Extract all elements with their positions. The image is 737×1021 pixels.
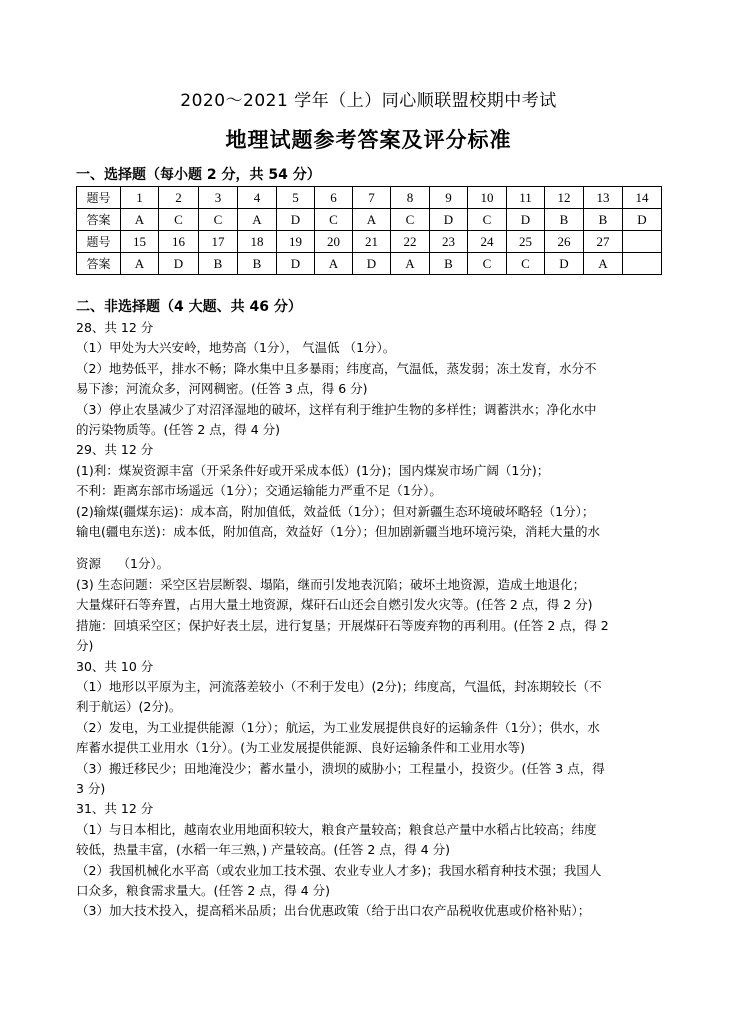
answer-cell: A bbox=[121, 253, 159, 275]
question-number-cell: 21 bbox=[353, 231, 391, 253]
answer-line: 29、共 12 分 bbox=[76, 442, 154, 458]
answer-cell: B bbox=[199, 253, 238, 275]
answer-line: 不利：距离东部市场遥远（1分）；交通运输能力严重不足（1分）。 bbox=[76, 483, 442, 499]
question-number-cell: 7 bbox=[353, 187, 391, 209]
answer-line: 库蓄水提供工业用水（1分）。(为工业发展提供能源、良好运输条件和工业用水等) bbox=[76, 740, 525, 756]
document-title: 地理试题参考答案及评分标准 bbox=[225, 128, 512, 152]
question-number-cell: 5 bbox=[277, 187, 315, 209]
answer-line: （3）停止农垦减少了对沼泽湿地的破坏，这样有利于维护生物的多样性；调蓄洪水；净化水中 bbox=[76, 401, 597, 417]
answer-line: 3 分) bbox=[76, 780, 106, 796]
question-number-cell: 27 bbox=[584, 231, 623, 253]
answer-line: （3）搬迁移民少；田地淹没少；蓄水量小，溃坝的威胁小；工程量小，投资少。(任答 3 点，得 bbox=[76, 760, 605, 776]
question-number-cell: 17 bbox=[199, 231, 238, 253]
question-number-cell bbox=[623, 231, 662, 253]
answer-cell: A bbox=[315, 253, 353, 275]
blank-line bbox=[76, 542, 666, 554]
answer-line: 较低，热量丰富，(水稻一年三熟，) 产量较高。(任答 2 点，得 4 分) bbox=[76, 842, 451, 858]
answer-row-1 bbox=[77, 209, 662, 231]
question-number-cell: 11 bbox=[507, 187, 545, 209]
answer-cell: A bbox=[121, 209, 159, 231]
answer-cell: C bbox=[315, 209, 353, 231]
answer-line: 利于航运）(2分)。 bbox=[76, 699, 182, 715]
answer-line: （1）甲处为大兴安岭，地势高（1分）， 气温低 （1分）。 bbox=[76, 340, 396, 356]
question-number-cell: 13 bbox=[584, 187, 623, 209]
answer-line: (3) 生态问题：采空区岩层断裂、塌陷，继而引发地表沉陷；破坏土地资源，造成土地退化； bbox=[76, 576, 586, 592]
answer-line: （1）与日本相比，越南农业用地面积较大，粮食产量较高；粮食总产量中水稻占比较高；纬度 bbox=[76, 821, 597, 837]
question-number-cell: 15 bbox=[121, 231, 159, 253]
question-number-cell: 10 bbox=[468, 187, 507, 209]
answer-cell: B bbox=[584, 209, 623, 231]
question-number-cell: 9 bbox=[430, 187, 468, 209]
section2-heading: 二、非选择题（4 大题、共 46 分） bbox=[76, 299, 302, 315]
answer-cell: A bbox=[238, 209, 277, 231]
answer-cell: D bbox=[353, 253, 391, 275]
answer-cell: D bbox=[277, 209, 315, 231]
answer-line: 30、共 10 分 bbox=[76, 658, 154, 674]
question-number-cell: 22 bbox=[391, 231, 430, 253]
question-number-cell: 24 bbox=[468, 231, 507, 253]
answer-line: （2）发电，为工业提供能源（1分）；航运，为工业发展提供良好的运输条件（1分）；供水，水 bbox=[76, 719, 600, 735]
answer-line: 大量煤矸石等弃置，占用大量土地资源，煤矸石山还会自燃引发火灾等。(任答 2 点，得 2 分) bbox=[76, 597, 593, 613]
question-number-cell: 3 bbox=[199, 187, 238, 209]
answer-line: 资源 （1分）。 bbox=[76, 556, 170, 572]
answer-cell: A bbox=[353, 209, 391, 231]
answer-body bbox=[76, 318, 666, 922]
answer-line: 易下渗；河流众多，河网稠密。(任答 3 点，得 6 分) bbox=[76, 381, 368, 397]
answer-line: 口众多，粮食需求量大。(任答 2 点，得 4 分) bbox=[76, 882, 331, 898]
answer-line: 输电(疆电东送)：成本低，附加值高，效益好（1分）；但加剧新疆当地环境污染，消耗大量的水 bbox=[76, 524, 600, 540]
question-number-cell: 23 bbox=[430, 231, 468, 253]
answer-cell: D bbox=[159, 253, 199, 275]
row-label-answer: 答案 bbox=[77, 209, 121, 231]
question-number-cell: 25 bbox=[507, 231, 545, 253]
answer-cell: D bbox=[545, 253, 584, 275]
answer-cell: C bbox=[391, 209, 430, 231]
answer-cell: C bbox=[468, 209, 507, 231]
answer-cell: B bbox=[430, 253, 468, 275]
question-number-cell: 1 bbox=[121, 187, 159, 209]
question-number-cell: 16 bbox=[159, 231, 199, 253]
question-number-cell: 26 bbox=[545, 231, 584, 253]
answer-line: （1）地形以平原为主，河流落差较小（不利于发电）(2分)；纬度高，气温低，封冻期较长（不 bbox=[76, 678, 602, 694]
answer-line: 分) bbox=[76, 638, 94, 654]
answer-cell bbox=[623, 253, 662, 275]
answer-line: (1)利：煤炭资源丰富（开采条件好或开采成本低）(1分)；国内煤炭市场广阔（1分)； bbox=[76, 462, 550, 478]
question-number-cell: 6 bbox=[315, 187, 353, 209]
answer-cell: D bbox=[507, 209, 545, 231]
question-number-cell: 14 bbox=[623, 187, 662, 209]
answer-cell: D bbox=[623, 209, 662, 231]
question-number-cell: 19 bbox=[277, 231, 315, 253]
row-label-question: 题号 bbox=[77, 231, 121, 253]
answer-cell: D bbox=[277, 253, 315, 275]
answer-line: 31、共 12 分 bbox=[76, 801, 154, 817]
exam-title: 2020～2021 学年（上）同心顺联盟校期中考试 bbox=[180, 91, 557, 111]
row-label-question: 题号 bbox=[77, 187, 121, 209]
answer-line: 的污染物质等。(任答 2 点，得 4 分) bbox=[76, 422, 281, 438]
answer-row-2 bbox=[77, 253, 662, 275]
answer-cell: D bbox=[430, 209, 468, 231]
answer-line: （2）地势低平，排水不畅；降水集中且多暴雨；纬度高，气温低，蒸发弱；冻土发育，水分不 bbox=[76, 360, 597, 376]
answer-line: (2)输煤(疆煤东运)：成本高，附加值低，效益低（1分）；但对新疆生态环境破坏略轻（1分）； bbox=[76, 503, 595, 519]
question-number-cell: 18 bbox=[238, 231, 277, 253]
question-number-cell: 12 bbox=[545, 187, 584, 209]
answer-cell: A bbox=[391, 253, 430, 275]
answer-cell: A bbox=[584, 253, 623, 275]
answer-cell: C bbox=[507, 253, 545, 275]
question-number-cell: 20 bbox=[315, 231, 353, 253]
answer-line: 28、共 12 分 bbox=[76, 320, 154, 335]
question-number-cell: 2 bbox=[159, 187, 199, 209]
answer-cell: C bbox=[199, 209, 238, 231]
answer-cell: C bbox=[468, 253, 507, 275]
answer-line: （3）加大技术投入，提高稻米品质；出台优惠政策（给于出口农产品税收优惠或价格补贴）； bbox=[76, 903, 591, 919]
section1-heading: 一、选择题（每小题 2 分，共 54 分） bbox=[76, 167, 321, 183]
answer-cell: B bbox=[545, 209, 584, 231]
answer-line: （2）我国机械化水平高（或农业加工技术强、农业专业人才多)；我国水稻育种技术强；我国人 bbox=[76, 862, 602, 878]
row-label-answer: 答案 bbox=[77, 253, 121, 275]
question-number-cell: 4 bbox=[238, 187, 277, 209]
question-number-row-1 bbox=[77, 187, 662, 209]
answer-cell: C bbox=[159, 209, 199, 231]
question-number-row-2 bbox=[77, 231, 662, 253]
question-number-cell: 8 bbox=[391, 187, 430, 209]
answer-line: 措施：回填采空区；保护好表土层，进行复垦；开展煤矸石等废弃物的再利用。(任答 2 点，得 2 bbox=[76, 617, 609, 633]
answer-cell: B bbox=[238, 253, 277, 275]
answer-table bbox=[76, 186, 662, 275]
